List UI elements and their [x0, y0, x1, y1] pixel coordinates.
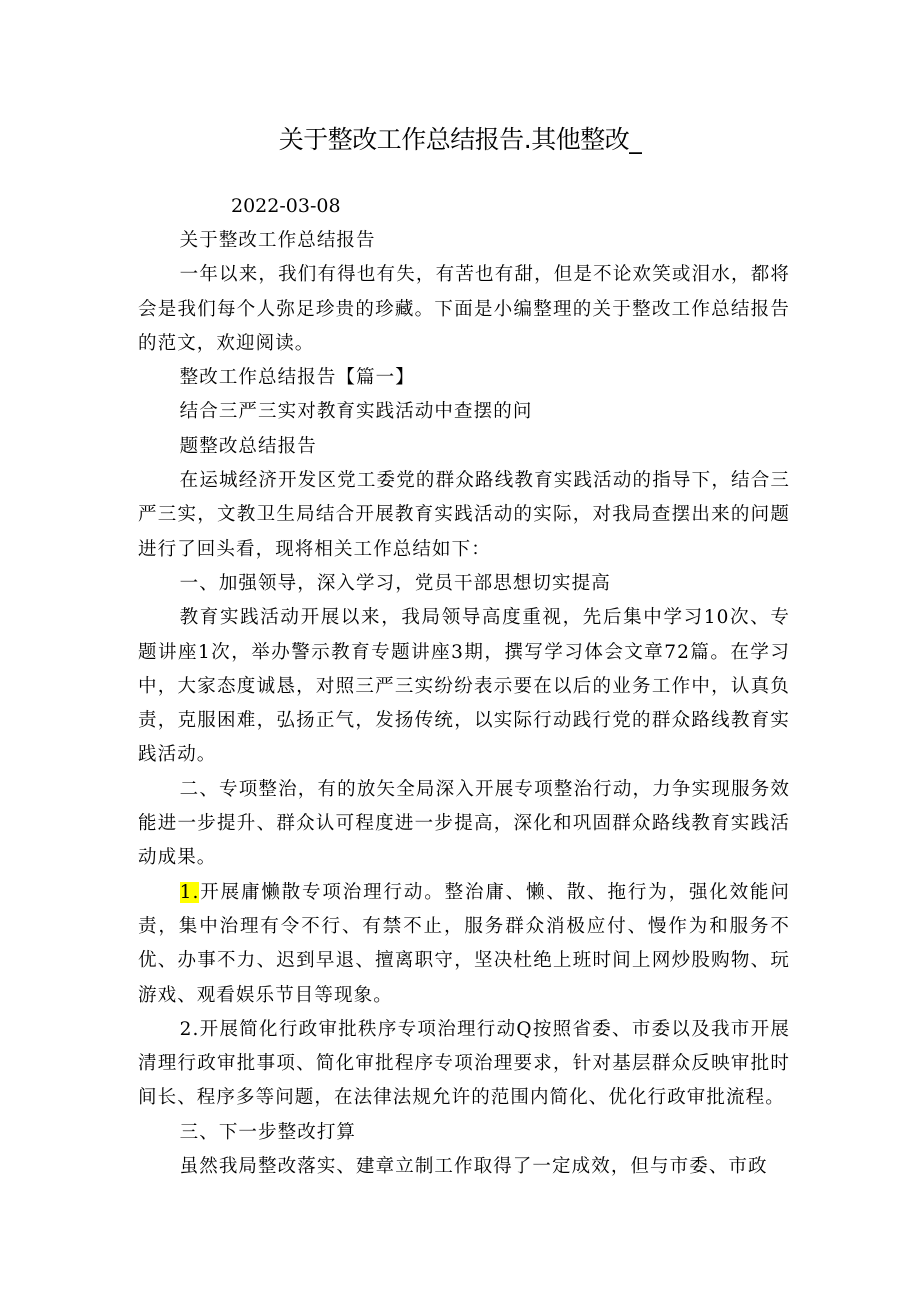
section2-paragraph: 二、专项整治，有的放矢全局深入开展专项整治行动，力争实现服务效能进一步提升、群众认可程度进一步提高，深化和巩固群众路线教育实践活动成果。	[138, 778, 790, 869]
section3-heading: 三、下一步整改打算	[179, 1121, 357, 1143]
part-title-line1: 结合三严三实对教育实践活动中查摆的问	[179, 401, 533, 423]
document-date: 2022-03-08	[231, 195, 341, 217]
part-heading: 整改工作总结报告【篇一】	[179, 367, 415, 389]
document-body	[138, 224, 790, 1184]
part-title-line2: 题整改总结报告	[179, 435, 317, 457]
subtitle: 关于整改工作总结报告	[179, 230, 376, 251]
item1-paragraph	[138, 876, 790, 1013]
item2-paragraph: 2.开展简化行政审批秩序专项治理行动Q按照省委、市委以及我市开展清理行政审批事项、简化审批程序专项治理要求，针对基层群众反映审批时间长、程序多等问题，在法律法规允许的范围内简化、优化行政审批流程。	[138, 1018, 790, 1109]
context-paragraph: 在运城经济开发区党工委党的群众路线教育实践活动的指导下，结合三严三实，文教卫生局结合开展教育实践活动的实际，对我局查摆出来的问题进行了回头看，现将相关工作总结如下：	[138, 470, 790, 560]
section1-paragraph: 教育实践活动开展以来，我局领导高度重视，先后集中学习10次、专题讲座1次，举办警示教育专题讲座3期，撰写学习体会文章72篇。在学习中，大家态度诚恳，对照三严三实纷纷表示要在以后的业务工作中，认真负责，克服困难，弘扬正气，发扬传统，以实际行动践行党的群众路线教育实践活动。	[138, 607, 790, 766]
section1-heading: 一、加强领导，深入学习，党员干部思想切实提高	[179, 572, 611, 594]
section3-paragraph: 虽然我局整改落实、建章立制工作取得了一定成效，但与市委、市政	[179, 1156, 768, 1178]
item1-text: 开展庸懒散专项治理行动。整治庸、懒、散、拖行为，强化效能问责，集中治理有令不行、有禁不止，服务群众消极应付、慢作为和服务不优、办事不力、迟到早退、擅离职守，坚决杜绝上班时间上网炒股购物、玩游戏、观看娱乐节目等现象。	[138, 881, 790, 1006]
item1-number-highlight: 1.	[179, 881, 200, 903]
document-title: 关于整改工作总结报告.其他整改_	[278, 125, 642, 154]
intro-paragraph: 一年以来，我们有得也有失，有苦也有甜，但是不论欢笑或泪水，都将会是我们每个人弥足珍贵的珍藏。下面是小编整理的关于整改工作总结报告的范文，欢迎阅读。	[138, 264, 790, 354]
